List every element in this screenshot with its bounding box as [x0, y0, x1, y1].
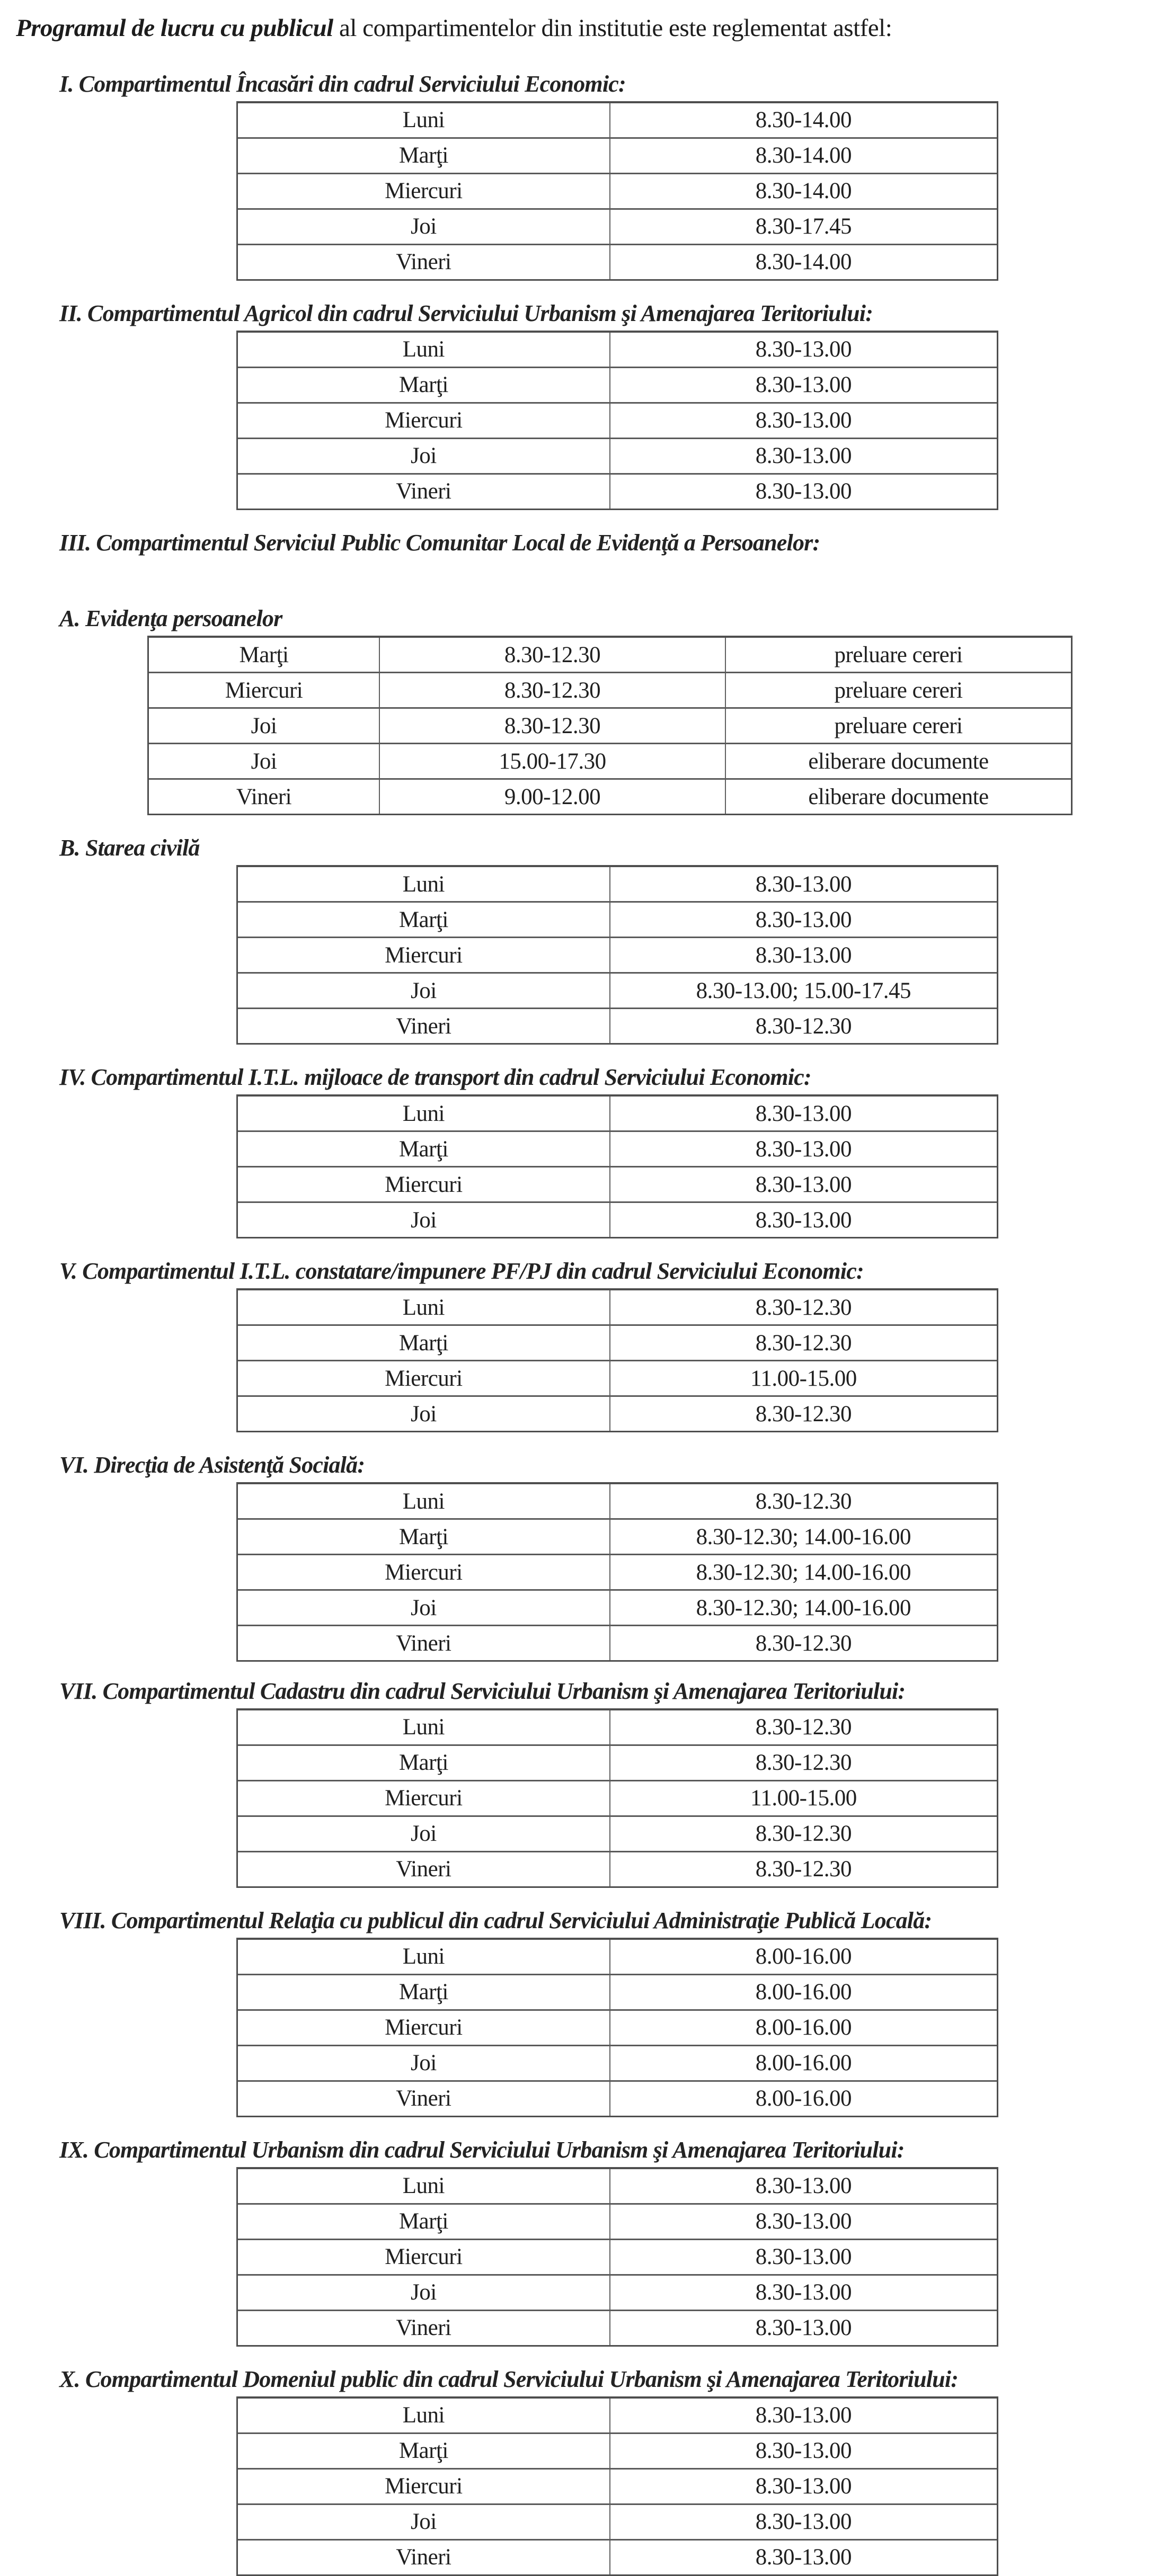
hours-cell: 8.30-13.00: [755, 337, 852, 362]
schedule-table: [236, 1708, 998, 1888]
section: [0, 1678, 1152, 1888]
schedule-table: [147, 636, 1073, 815]
day-cell: Marţi: [238, 1132, 610, 1166]
hours-cell: 8.30-12.30: [755, 1488, 852, 1514]
day-cell: Miercuri: [238, 1361, 610, 1395]
day-cell: Marţi: [238, 1746, 610, 1780]
schedule-table: [236, 1094, 998, 1238]
table-row: [238, 1361, 997, 1397]
hours-cell: 8.30-12.30: [755, 1295, 852, 1320]
hours-cell: 8.30-14.00: [755, 249, 852, 275]
section-heading: VII. Compartimentul Cadastru din cadrul Serviciului Urbanism şi Amenajarea Teritoriului:: [59, 1678, 906, 1704]
table-row: [149, 638, 1071, 673]
table-row: [238, 1484, 997, 1520]
day-cell: Luni: [238, 1290, 610, 1324]
hours-cell: 8.00-16.00: [755, 1980, 852, 2005]
page-title-lead: Programul de lucru cu publicul: [16, 14, 333, 42]
table-row: [238, 174, 997, 210]
day-cell: Miercuri: [238, 174, 610, 208]
section-heading: I. Compartimentul Încasări din cadrul Serviciului Economic:: [59, 70, 626, 97]
hours-cell: 8.30-12.30: [755, 1857, 852, 1882]
section: [0, 70, 1152, 281]
day-cell: Vineri: [149, 780, 380, 814]
section: [0, 605, 1152, 815]
section: [0, 1064, 1152, 1238]
hours-cell: 8.30-13.00: [755, 1172, 852, 1197]
table-row: [238, 1203, 997, 1237]
day-cell: Miercuri: [238, 1555, 610, 1589]
table-row: [149, 709, 1071, 744]
table-row: [238, 245, 997, 279]
day-cell: Luni: [238, 1710, 610, 1744]
hours-cell: 8.30-12.30: [755, 1750, 852, 1776]
hours-cell: 8.30-12.30: [380, 709, 726, 743]
day-cell: Vineri: [238, 1009, 610, 1043]
day-cell: Miercuri: [149, 673, 380, 707]
day-cell: Joi: [238, 1397, 610, 1431]
section-heading: VI. Direcţia de Asistenţă Socială:: [59, 1452, 365, 1478]
table-row: [238, 1326, 997, 1361]
day-cell: Joi: [238, 210, 610, 244]
hours-cell: 8.30-14.00: [755, 143, 852, 168]
hours-cell: 8.30-13.00: [755, 871, 852, 897]
table-row: [238, 1290, 997, 1326]
table-row: [238, 2046, 997, 2082]
hours-cell: 8.30-13.00: [755, 907, 852, 932]
table-row: [238, 139, 997, 174]
table-row: [238, 1852, 997, 1886]
day-cell: Marţi: [238, 139, 610, 173]
table-row: [238, 1817, 997, 1852]
section-heading: VIII. Compartimentul Relaţia cu publicul din cadrul Serviciului Administraţie Publică Locală:: [59, 1907, 932, 1933]
day-cell: Luni: [238, 1484, 610, 1518]
section: [0, 2366, 1152, 2576]
table-row: [238, 210, 997, 245]
day-cell: Marţi: [238, 2205, 610, 2239]
day-cell: Joi: [149, 744, 380, 778]
table-row: [238, 404, 997, 439]
hours-cell: 8.30-13.00: [755, 2545, 852, 2570]
hours-cell: 8.30-13.00: [755, 942, 852, 968]
hours-cell: 8.30-12.30; 14.00-16.00: [696, 1559, 911, 1585]
hours-cell: 8.30-12.30: [755, 1401, 852, 1427]
section-heading: X. Compartimentul Domeniul public din cadrul Serviciului Urbanism şi Amenajarea Teritoriului:: [59, 2366, 959, 2392]
table-row: [238, 2311, 997, 2345]
table-row: [238, 974, 997, 1009]
hours-cell: 8.30-13.00: [755, 372, 852, 398]
hours-cell: 8.30-17.45: [755, 214, 852, 239]
day-cell: Luni: [238, 1097, 610, 1130]
hours-cell: 8.30-13.00: [755, 408, 852, 433]
table-row: [238, 903, 997, 938]
table-row: [238, 2205, 997, 2240]
day-cell: Vineri: [238, 1852, 610, 1886]
hours-cell: 8.30-12.30; 14.00-16.00: [696, 1524, 911, 1549]
day-cell: Luni: [238, 103, 610, 137]
table-row: [238, 1132, 997, 1167]
hours-cell: 8.30-14.00: [755, 179, 852, 204]
schedule-table: [236, 331, 998, 510]
table-row: [238, 867, 997, 903]
hours-cell: 8.30-12.30: [755, 1630, 852, 1656]
table-row: [238, 2399, 997, 2434]
hours-cell: 8.30-13.00: [755, 2438, 852, 2464]
hours-cell: 8.30-13.00: [755, 1101, 852, 1126]
day-cell: Marţi: [238, 903, 610, 937]
schedule-table: [236, 2396, 998, 2576]
schedule-table: [236, 2167, 998, 2347]
hours-cell: 8.30-13.00; 15.00-17.45: [696, 978, 911, 1003]
day-cell: Joi: [238, 1817, 610, 1851]
hours-cell: 8.30-12.30: [380, 673, 726, 707]
section: [0, 1258, 1152, 1432]
table-row: [238, 2470, 997, 2505]
hours-cell: 8.30-13.00: [755, 2474, 852, 2499]
day-cell: Miercuri: [238, 2011, 610, 2045]
hours-cell: 8.30-14.00: [755, 108, 852, 133]
day-cell: Marţi: [238, 1520, 610, 1554]
day-cell: Miercuri: [238, 1781, 610, 1815]
day-cell: Joi: [238, 1591, 610, 1625]
activity-cell: preluare cereri: [834, 642, 963, 667]
table-row: [238, 1555, 997, 1591]
section: [0, 1451, 1152, 1662]
section-heading: A. Evidenţa persoanelor: [59, 605, 282, 632]
schedule-table: [236, 101, 998, 281]
hours-cell: 15.00-17.30: [380, 744, 726, 778]
day-cell: Luni: [238, 867, 610, 901]
table-row: [238, 2082, 997, 2116]
day-cell: Luni: [238, 333, 610, 367]
activity-cell: eliberare documente: [808, 784, 989, 809]
hours-cell: 8.30-13.00: [755, 1136, 852, 1162]
schedule-table: [236, 1482, 998, 1662]
hours-cell: 8.30-13.00: [755, 2280, 852, 2305]
section-heading: III. Compartimentul Serviciul Public Comunitar Local de Evidenţă a Persoanelor:: [59, 529, 820, 556]
section: [0, 1907, 1152, 2117]
day-cell: Joi: [238, 2046, 610, 2080]
section-heading: IV. Compartimentul I.T.L. mijloace de transport din cadrul Serviciului Economic:: [59, 1064, 811, 1091]
schedule-table: [236, 865, 998, 1045]
hours-cell: 8.30-12.30: [755, 1821, 852, 1847]
day-cell: Vineri: [238, 2541, 610, 2574]
page-title: [16, 13, 1152, 44]
table-row: [238, 475, 997, 509]
table-row: [238, 2505, 997, 2541]
table-row: [238, 1167, 997, 1203]
hours-cell: 8.30-12.30; 14.00-16.00: [696, 1595, 911, 1620]
table-row: [238, 938, 997, 974]
table-row: [238, 1975, 997, 2011]
hours-cell: 8.30-13.00: [755, 2315, 852, 2341]
section: [0, 529, 1152, 557]
day-cell: Miercuri: [238, 1167, 610, 1201]
section-heading: V. Compartimentul I.T.L. constatare/impunere PF/PJ din cadrul Serviciului Economic:: [59, 1258, 864, 1285]
hours-cell: 8.30-13.00: [755, 479, 852, 504]
hours-cell: 8.30-12.30: [755, 1715, 852, 1740]
hours-cell: 8.30-12.30: [755, 1330, 852, 1356]
table-row: [238, 2434, 997, 2470]
hours-cell: 8.30-13.00: [755, 2173, 852, 2199]
hours-cell: 8.30-12.30: [755, 1013, 852, 1039]
table-row: [149, 780, 1071, 814]
day-cell: Vineri: [238, 1626, 610, 1660]
day-cell: Luni: [238, 2399, 610, 2432]
day-cell: Joi: [238, 974, 610, 1008]
table-row: [238, 333, 997, 368]
section: [0, 2136, 1152, 2347]
day-cell: Miercuri: [238, 938, 610, 972]
table-row: [238, 1397, 997, 1431]
section: [0, 300, 1152, 510]
day-cell: Marţi: [238, 1975, 610, 2009]
table-row: [238, 2276, 997, 2311]
day-cell: Vineri: [238, 2082, 610, 2116]
sections: [0, 70, 1152, 2576]
table-row: [238, 1746, 997, 1781]
hours-cell: 8.00-16.00: [755, 1944, 852, 1969]
hours-cell: 8.30-13.00: [755, 2244, 852, 2270]
section-heading: II. Compartimentul Agricol din cadrul Serviciului Urbanism şi Amenajarea Teritoriului:: [59, 300, 873, 326]
table-row: [238, 2240, 997, 2276]
day-cell: Vineri: [238, 2311, 610, 2345]
table-row: [238, 1009, 997, 1043]
table-row: [149, 673, 1071, 709]
day-cell: Marţi: [238, 2434, 610, 2468]
hours-cell: 8.30-13.00: [755, 2403, 852, 2428]
table-row: [238, 1710, 997, 1746]
day-cell: Luni: [238, 2169, 610, 2203]
day-cell: Joi: [149, 709, 380, 743]
day-cell: Vineri: [238, 245, 610, 279]
day-cell: Marţi: [238, 1326, 610, 1360]
table-row: [238, 2541, 997, 2574]
table-row: [238, 368, 997, 404]
day-cell: Joi: [238, 2276, 610, 2310]
hours-cell: 8.30-13.00: [755, 2509, 852, 2535]
page-title-rest: al compartimentelor din institutie este reglementat astfel:: [333, 14, 892, 42]
table-row: [238, 1591, 997, 1626]
hours-cell: 8.30-13.00: [755, 1207, 852, 1233]
day-cell: Marţi: [149, 638, 380, 672]
activity-cell: eliberare documente: [808, 748, 989, 774]
schedule-table: [236, 1938, 998, 2117]
hours-cell: 9.00-12.00: [380, 780, 726, 814]
table-row: [238, 2011, 997, 2046]
day-cell: Miercuri: [238, 404, 610, 438]
hours-cell: 8.30-13.00: [755, 2209, 852, 2234]
hours-cell: 8.00-16.00: [755, 2086, 852, 2111]
table-row: [238, 1097, 997, 1132]
hours-cell: 8.30-13.00: [755, 443, 852, 469]
day-cell: Joi: [238, 1203, 610, 1237]
section: [0, 834, 1152, 1045]
schedule-table: [236, 1288, 998, 1432]
day-cell: Miercuri: [238, 2240, 610, 2274]
table-row: [238, 1940, 997, 1975]
activity-cell: preluare cereri: [834, 713, 963, 738]
table-row: [238, 103, 997, 139]
hours-cell: 8.30-12.30: [380, 638, 726, 672]
table-row: [238, 1520, 997, 1555]
day-cell: Luni: [238, 1940, 610, 1974]
hours-cell: 11.00-15.00: [750, 1786, 857, 1811]
hours-cell: 8.00-16.00: [755, 2051, 852, 2076]
day-cell: Joi: [238, 439, 610, 473]
day-cell: Miercuri: [238, 2470, 610, 2503]
table-row: [238, 439, 997, 475]
day-cell: Joi: [238, 2505, 610, 2539]
table-row: [238, 1781, 997, 1817]
section-heading: IX. Compartimentul Urbanism din cadrul Serviciului Urbanism şi Amenajarea Teritoriului:: [59, 2136, 905, 2163]
day-cell: Marţi: [238, 368, 610, 402]
section-heading: B. Starea civilă: [59, 835, 200, 861]
day-cell: Vineri: [238, 475, 610, 509]
table-row: [238, 2169, 997, 2205]
table-row: [238, 1626, 997, 1660]
hours-cell: 11.00-15.00: [750, 1366, 857, 1391]
activity-cell: preluare cereri: [834, 678, 963, 703]
hours-cell: 8.00-16.00: [755, 2015, 852, 2040]
table-row: [149, 744, 1071, 780]
